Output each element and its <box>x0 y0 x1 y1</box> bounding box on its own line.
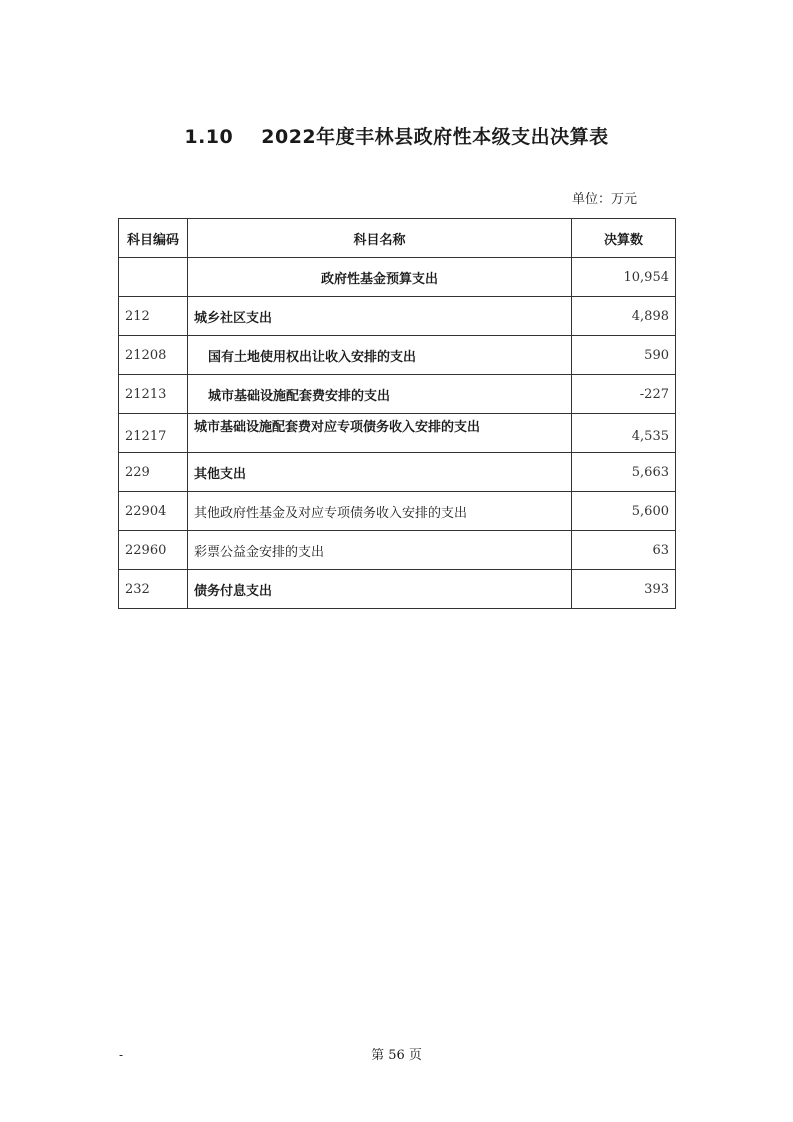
row-name: 国有土地使用权出让收入安排的支出 <box>188 336 572 375</box>
table-row <box>119 297 676 336</box>
header-amount: 决算数 <box>572 219 676 258</box>
table-row <box>119 492 676 531</box>
row-code: 212 <box>119 297 188 336</box>
row-name: 债务付息支出 <box>188 570 572 609</box>
row-code: 21213 <box>119 375 188 414</box>
row-amount: 4,898 <box>572 297 676 336</box>
header-code: 科目编码 <box>119 219 188 258</box>
row-amount: 5,663 <box>572 453 676 492</box>
row-name: 彩票公益金安排的支出 <box>188 531 572 570</box>
row-name: 城市基础设施配套费安排的支出 <box>188 375 572 414</box>
table-row <box>119 336 676 375</box>
row-amount: 5,600 <box>572 492 676 531</box>
row-amount: 4,535 <box>572 414 676 453</box>
row-code: 229 <box>119 453 188 492</box>
row-name: 其他支出 <box>188 453 572 492</box>
row-name: 城市基础设施配套费对应专项债务收入安排的支出 <box>188 414 572 453</box>
title-text: 2022年度丰林县政府性本级支出决算表 <box>261 126 609 148</box>
budget-table <box>118 218 676 609</box>
table-row <box>119 258 676 297</box>
table-row <box>119 531 676 570</box>
title-number: 1.10 <box>184 126 234 148</box>
row-code: 22904 <box>119 492 188 531</box>
row-amount: 590 <box>572 336 676 375</box>
row-code <box>119 258 188 297</box>
table-row <box>119 375 676 414</box>
row-amount: 10,954 <box>572 258 676 297</box>
row-code: 21217 <box>119 414 188 453</box>
row-amount: 393 <box>572 570 676 609</box>
row-code: 21208 <box>119 336 188 375</box>
row-name: 政府性基金预算支出 <box>188 258 572 297</box>
row-amount: -227 <box>572 375 676 414</box>
unit-label: 单位：万元 <box>572 192 638 207</box>
page-title <box>0 122 793 149</box>
table-row <box>119 414 676 453</box>
row-name: 城乡社区支出 <box>188 297 572 336</box>
header-name: 科目名称 <box>188 219 572 258</box>
row-code: 232 <box>119 570 188 609</box>
table-row <box>119 570 676 609</box>
footer-mark: - <box>119 1048 124 1062</box>
row-code: 22960 <box>119 531 188 570</box>
row-name: 其他政府性基金及对应专项债务收入安排的支出 <box>188 492 572 531</box>
page-number: 第 56 页 <box>371 1048 422 1063</box>
row-amount: 63 <box>572 531 676 570</box>
table-header-row <box>119 219 676 258</box>
table-row <box>119 453 676 492</box>
